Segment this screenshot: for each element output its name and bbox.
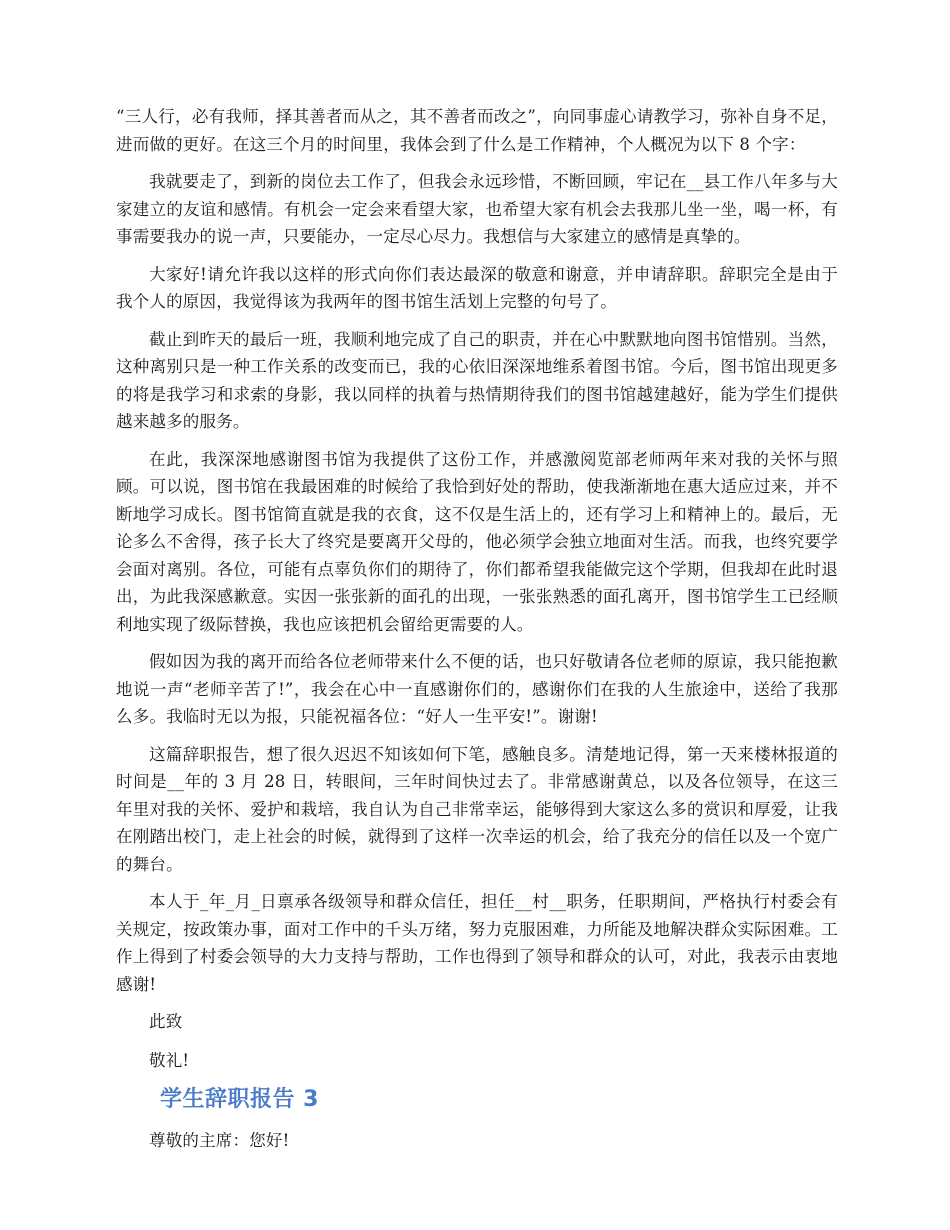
paragraph: 这篇辞职报告，想了很久迟迟不知该如何下笔，感触良多。清楚地记得，第一天来楼林报道的时间是__年的 3 月 28 日，转眼间，三年时间快过去了。非常感谢黄总，以及各位领导，在这三年里对我的关怀、爱护和栽培，我自认为自己非常幸运，能够得到大家这么多的赏识和厚爱，让我在刚踏出校门，走上社会的时候，就得到了这样一次幸运的机会，给了我充分的信任以及一个宽广的舞台。 [116, 744, 838, 874]
paragraph: 假如因为我的离开而给各位老师带来什么不便的话，也只好敬请各位老师的原谅，我只能抱歉地说一声“老师辛苦了!”，我会在心中一直感谢你们的，感谢你们在我的人生旅途中，送给了我那么多。我临时无以为报，只能祝福各位：“好人一生平安!”。谢谢! [116, 652, 838, 726]
paragraph: 在此，我深深地感谢图书馆为我提供了这份工作，并感激阅览部老师两年来对我的关怀与照顾。可以说，图书馆在我最困难的时候给了我恰到好处的帮助，使我渐渐地在惠大适应过来，并不断地学习成长。图书馆简直就是我的衣食，这不仅是生活上的，还有学习上和精神上的。最后，无论多么不舍得，孩子长大了终究是要离开父母的，他必须学会独立地面对生活。而我，也终究要学会面对离别。各位，可能有点辜负你们的期待了，你们都希望我能做完这个学期，但我却在此时退出，为此我深感歉意。实因一张张新的面孔的出现，一张张熟悉的面孔离开，图书馆学生工已经顺利地实现了级际替换，我也应该把机会留给更需要的人。 [116, 449, 838, 634]
closing-line: 此致 [149, 1012, 183, 1031]
section-heading: 学生辞职报告 3 [160, 1087, 319, 1112]
paragraph: 本人于_年_月_日禀承各级领导和群众信任，担任__村__职务，任职期间，严格执行村委会有关规定，按政策办事，面对工作中的千头万绪，努力克服困难，力所能及地解决群众实际困难。工作上得到了村委会领导的大力支持与帮助，工作也得到了领导和群众的认可，对此，我表示由衷地感谢! [116, 892, 838, 994]
document-body [116, 103, 838, 1165]
closing-line: 敬礼! [149, 1050, 190, 1070]
paragraph: 我就要走了，到新的岗位去工作了，但我会永远珍惜，不断回顾，牢记在__县工作八年多与大家建立的友谊和感情。有机会一定会来看望大家，也希望大家有机会去我那儿坐一坐，喝一杯，有事需要我办的说一声，只要能办，一定尽心尽力。我想信与大家建立的感情是真挚的。 [116, 172, 838, 246]
paragraph: 大家好!请允许我以这样的形式向你们表达最深的敬意和谢意，并申请辞职。辞职完全是由于我个人的原因，我觉得该为我两年的图书馆生活划上完整的句号了。 [116, 264, 838, 311]
paragraph: 截止到昨天的最后一班，我顺利地完成了自己的职责，并在心中默默地向图书馆惜别。当然，这种离别只是一种工作关系的改变而已，我的心依旧深深地维系着图书馆。今后，图书馆出现更多的将是我学习和求索的身影，我以同样的执着与热情期待我们的图书馆越建越好，能为学生们提供越来越多的服务。 [116, 329, 838, 431]
paragraph: “三人行，必有我师，择其善者而从之，其不善者而改之”，向同事虚心请教学习，弥补自身不足，进而做的更好。在这三个月的时间里，我体会到了什么是工作精神，个人概况为以下 8 个字： [116, 107, 838, 154]
salutation: 尊敬的主席：您好! [149, 1131, 290, 1150]
